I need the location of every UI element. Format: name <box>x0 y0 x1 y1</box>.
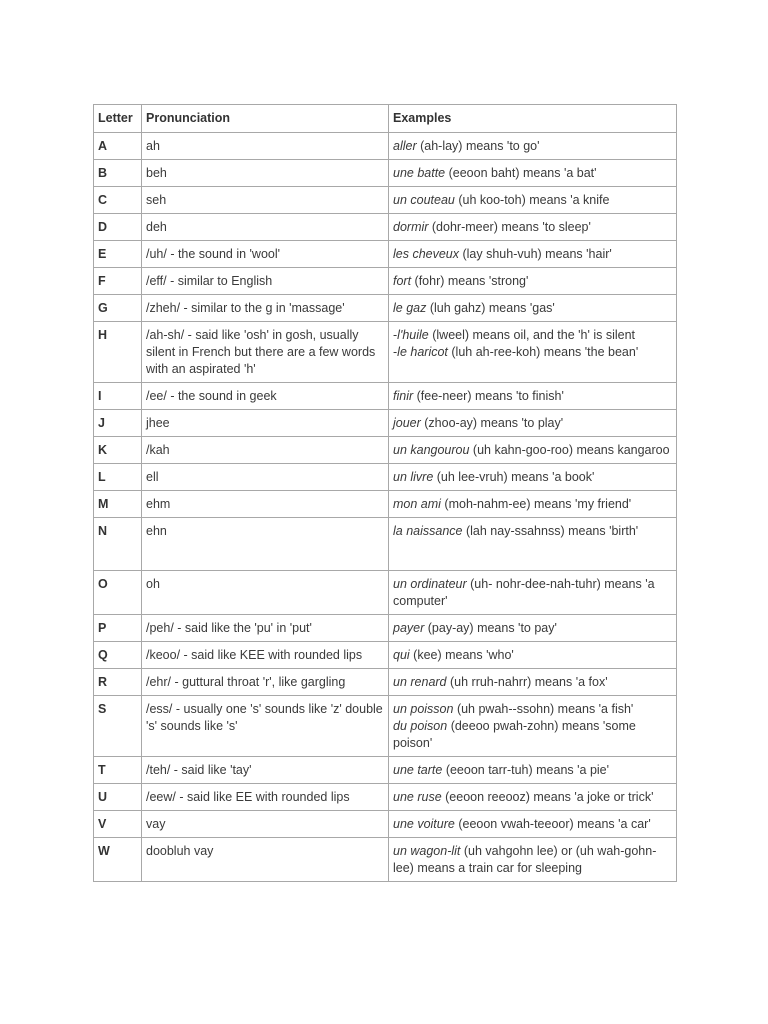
example-description: (uh kahn-goo-roo) means kangaroo <box>469 443 670 457</box>
example-line <box>393 577 655 608</box>
example-cell <box>389 187 677 214</box>
example-description: (luh gahz) means 'gas' <box>426 301 555 315</box>
example-description: (lay shuh-vuh) means 'hair' <box>459 247 612 261</box>
table-row <box>94 133 677 160</box>
example-line <box>393 247 612 261</box>
example-line <box>393 416 563 430</box>
example-line <box>393 166 597 180</box>
table-row <box>94 160 677 187</box>
example-line <box>393 274 528 288</box>
pronunciation-cell: /zheh/ - similar to the g in 'massage' <box>142 295 389 322</box>
table-row <box>94 268 677 295</box>
example-cell <box>389 322 677 383</box>
example-cell <box>389 642 677 669</box>
table-row <box>94 491 677 518</box>
example-line <box>393 817 651 831</box>
french-term: un ordinateur <box>393 577 467 591</box>
example-description: (fee-neer) means 'to finish' <box>413 389 564 403</box>
letter-cell: N <box>94 518 142 571</box>
pronunciation-cell: seh <box>142 187 389 214</box>
example-cell <box>389 160 677 187</box>
letter-cell: Q <box>94 642 142 669</box>
example-cell <box>389 491 677 518</box>
example-line <box>393 621 557 635</box>
pronunciation-cell: ehn <box>142 518 389 571</box>
letter-cell: C <box>94 187 142 214</box>
example-cell <box>389 383 677 410</box>
example-description: (kee) means 'who' <box>409 648 514 662</box>
french-term: mon ami <box>393 497 441 511</box>
example-cell <box>389 784 677 811</box>
letter-cell: G <box>94 295 142 322</box>
letter-cell: I <box>94 383 142 410</box>
french-term: un wagon-lit <box>393 844 461 858</box>
pronunciation-cell: /ehr/ - guttural throat 'r', like gargling <box>142 669 389 696</box>
french-term: une voiture <box>393 817 455 831</box>
example-line <box>393 701 672 718</box>
letter-cell: R <box>94 669 142 696</box>
french-term: une batte <box>393 166 446 180</box>
french-term: une tarte <box>393 763 443 777</box>
french-term: un kangourou <box>393 443 470 457</box>
table-body <box>94 133 677 882</box>
letter-cell: O <box>94 571 142 615</box>
example-description: (dohr-meer) means 'to sleep' <box>428 220 591 234</box>
example-description: (eeoon reeooz) means 'a joke or trick' <box>441 790 654 804</box>
pronunciation-cell: /ess/ - usually one 's' sounds like 'z' double 's' sounds like 's' <box>142 696 389 757</box>
example-cell <box>389 838 677 882</box>
table-row <box>94 295 677 322</box>
pronunciation-cell: vay <box>142 811 389 838</box>
letter-cell: T <box>94 757 142 784</box>
example-bullet: - <box>393 345 398 359</box>
example-description: (eeoon baht) means 'a bat' <box>445 166 597 180</box>
example-description: (fohr) means 'strong' <box>411 274 529 288</box>
pronunciation-cell: ell <box>142 464 389 491</box>
french-alphabet-table <box>93 104 677 882</box>
letter-cell: K <box>94 437 142 464</box>
table-row <box>94 784 677 811</box>
pronunciation-cell: /peh/ - said like the 'pu' in 'put' <box>142 615 389 642</box>
french-term: un renard <box>393 675 447 689</box>
french-term: fort <box>393 274 412 288</box>
example-bullet: - <box>393 328 398 342</box>
example-cell <box>389 214 677 241</box>
table-row <box>94 696 677 757</box>
example-line <box>393 497 631 511</box>
example-description: (lweel) means oil, and the 'h' is silent <box>428 328 636 342</box>
french-term: du poison <box>393 719 448 733</box>
pronunciation-cell: doobluh vay <box>142 838 389 882</box>
example-cell <box>389 437 677 464</box>
french-term: un couteau <box>393 193 455 207</box>
letter-cell: M <box>94 491 142 518</box>
example-cell <box>389 696 677 757</box>
example-line <box>393 524 638 538</box>
example-description: (uh rruh-nahrr) means 'a fox' <box>446 675 608 689</box>
example-line <box>393 790 653 804</box>
table-row <box>94 187 677 214</box>
letter-cell: F <box>94 268 142 295</box>
table-row <box>94 615 677 642</box>
header-pronunciation: Pronunciation <box>142 105 389 133</box>
pronunciation-cell: /uh/ - the sound in 'wool' <box>142 241 389 268</box>
letter-cell: U <box>94 784 142 811</box>
pronunciation-cell: ehm <box>142 491 389 518</box>
example-line <box>393 763 609 777</box>
french-term: le haricot <box>397 345 448 359</box>
pronunciation-cell: /kah <box>142 437 389 464</box>
example-description: (lah nay-ssahnss) means 'birth' <box>462 524 639 538</box>
pronunciation-cell: /eew/ - said like EE with rounded lips <box>142 784 389 811</box>
french-term: dormir <box>393 220 429 234</box>
example-cell <box>389 571 677 615</box>
example-description: (zhoo-ay) means 'to play' <box>420 416 564 430</box>
table-row <box>94 518 677 571</box>
example-line <box>393 470 594 484</box>
french-term: qui <box>393 648 410 662</box>
example-description: (uh koo-toh) means 'a knife <box>454 193 610 207</box>
example-line <box>393 844 656 875</box>
table-row <box>94 214 677 241</box>
table-row <box>94 811 677 838</box>
table-row <box>94 241 677 268</box>
example-description: (moh-nahm-ee) means 'my friend' <box>440 497 632 511</box>
pronunciation-cell: /ah-sh/ - said like 'osh' in gosh, usually silent in French but there are a few words with an aspirated 'h' <box>142 322 389 383</box>
letter-cell: E <box>94 241 142 268</box>
example-line <box>393 301 555 315</box>
example-description: (uh- nohr-dee-nah-tuhr) means 'a computer' <box>393 577 655 608</box>
french-term: un poisson <box>393 702 454 716</box>
pronunciation-cell: jhee <box>142 410 389 437</box>
example-description: (uh pwah--ssohn) means 'a fish' <box>453 702 634 716</box>
french-term: finir <box>393 389 414 403</box>
french-term: payer <box>393 621 425 635</box>
french-term: l'huile <box>397 328 429 342</box>
table-row <box>94 383 677 410</box>
table-row <box>94 642 677 669</box>
example-description: (uh vahgohn lee) or (uh wah-gohn-lee) means a train car for sleeping <box>393 844 657 875</box>
example-line <box>393 718 672 752</box>
example-description: (uh lee-vruh) means 'a book' <box>433 470 595 484</box>
letter-cell: B <box>94 160 142 187</box>
header-letter: Letter <box>94 105 142 133</box>
example-description: (luh ah-ree-koh) means 'the bean' <box>447 345 639 359</box>
example-cell <box>389 268 677 295</box>
table-row <box>94 410 677 437</box>
example-cell <box>389 669 677 696</box>
french-term: jouer <box>393 416 421 430</box>
example-line <box>393 389 564 403</box>
example-line <box>393 139 540 153</box>
letter-cell: J <box>94 410 142 437</box>
example-cell <box>389 241 677 268</box>
letter-cell: S <box>94 696 142 757</box>
example-line <box>393 675 608 689</box>
pronunciation-cell: beh <box>142 160 389 187</box>
table-row <box>94 757 677 784</box>
pronunciation-cell: ah <box>142 133 389 160</box>
letter-cell: H <box>94 322 142 383</box>
letter-cell: V <box>94 811 142 838</box>
pronunciation-cell: /eff/ - similar to English <box>142 268 389 295</box>
french-term: aller <box>393 139 417 153</box>
example-description: (deeoo pwah-zohn) means 'some poison' <box>393 719 636 750</box>
table-row <box>94 322 677 383</box>
pronunciation-cell: /teh/ - said like 'tay' <box>142 757 389 784</box>
letter-cell: D <box>94 214 142 241</box>
example-cell <box>389 464 677 491</box>
french-term: un livre <box>393 470 434 484</box>
pronunciation-cell: /keoo/ - said like KEE with rounded lips <box>142 642 389 669</box>
example-line <box>393 193 609 207</box>
table-row <box>94 838 677 882</box>
letter-cell: L <box>94 464 142 491</box>
example-cell <box>389 757 677 784</box>
table-row <box>94 571 677 615</box>
letter-cell: A <box>94 133 142 160</box>
table-row <box>94 464 677 491</box>
example-description: (eeoon vwah-teeoor) means 'a car' <box>454 817 651 831</box>
french-term: la naissance <box>393 524 463 538</box>
french-term: les cheveux <box>393 247 460 261</box>
example-cell <box>389 518 677 571</box>
table-row <box>94 669 677 696</box>
example-description: (eeoon tarr-tuh) means 'a pie' <box>442 763 610 777</box>
example-line <box>393 344 672 361</box>
header-examples: Examples <box>389 105 677 133</box>
example-line <box>393 327 672 344</box>
example-cell <box>389 811 677 838</box>
example-description: (ah-lay) means 'to go' <box>416 139 540 153</box>
french-term: une ruse <box>393 790 442 804</box>
letter-cell: P <box>94 615 142 642</box>
pronunciation-cell: oh <box>142 571 389 615</box>
example-line <box>393 220 591 234</box>
example-line <box>393 443 670 457</box>
pronunciation-cell: deh <box>142 214 389 241</box>
example-cell <box>389 410 677 437</box>
table-header-row <box>94 105 677 133</box>
pronunciation-cell: /ee/ - the sound in geek <box>142 383 389 410</box>
example-cell <box>389 615 677 642</box>
letter-cell: W <box>94 838 142 882</box>
french-term: le gaz <box>393 301 427 315</box>
example-description: (pay-ay) means 'to pay' <box>424 621 557 635</box>
table-row <box>94 437 677 464</box>
example-cell <box>389 133 677 160</box>
example-cell <box>389 295 677 322</box>
example-line <box>393 648 514 662</box>
